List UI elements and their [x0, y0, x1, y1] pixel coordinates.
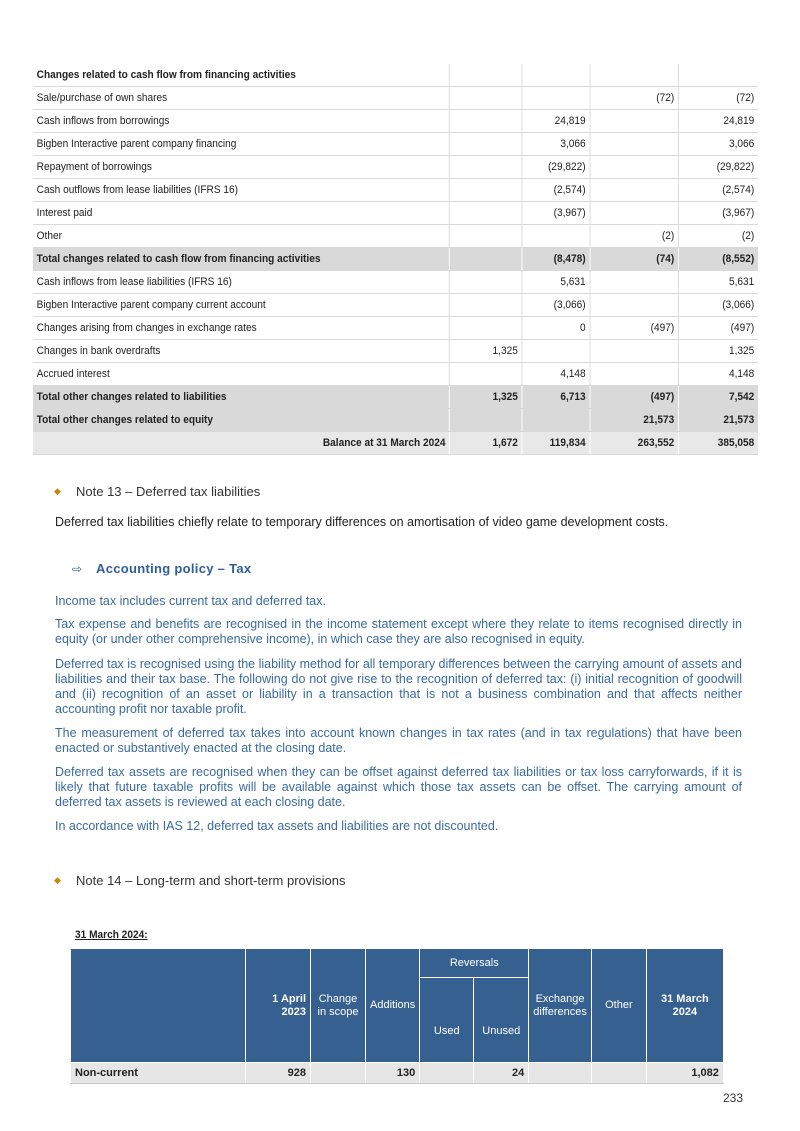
cell-col3 [590, 110, 679, 133]
policy-heading [72, 561, 251, 576]
cell-col1 [450, 225, 522, 248]
row-label: Total other changes related to liabilities [33, 386, 450, 409]
cell-col3 [590, 64, 679, 87]
cell-col1 [450, 64, 522, 87]
policy-paragraph: Income tax includes current tax and deferred tax. [55, 594, 326, 608]
arrow-right-icon: ⇨ [72, 561, 83, 576]
note13-heading-text: Note 13 – Deferred tax liabilities [76, 484, 261, 499]
table-row [33, 156, 758, 179]
provisions-table [70, 948, 724, 1084]
table-row [33, 340, 758, 363]
cell-col4: (8,552) [678, 248, 758, 271]
cell-col1: 1,325 [450, 386, 522, 409]
policy-heading-text: Accounting policy – Tax [96, 561, 252, 576]
cell-closing: 1,082 [646, 1063, 723, 1084]
row-label: Balance at 31 March 2024 [33, 432, 450, 455]
row-label: Sale/purchase of own shares [33, 87, 450, 110]
row-label: Cash inflows from borrowings [33, 110, 450, 133]
table-row [33, 110, 758, 133]
cell-col1 [450, 87, 522, 110]
row-label: Accrued interest [33, 363, 450, 386]
diamond-bullet-icon: ◆ [54, 486, 61, 496]
cell-col1 [450, 248, 522, 271]
cell-opening: 928 [246, 1063, 311, 1084]
cell-col3 [590, 202, 679, 225]
row-label: Interest paid [33, 202, 450, 225]
cell-col4 [678, 64, 758, 87]
cell-col4: (2,574) [678, 179, 758, 202]
cell-col3 [590, 156, 679, 179]
cell-col4: (497) [678, 317, 758, 340]
cell-col1 [450, 179, 522, 202]
table-row [33, 179, 758, 202]
cell-col1 [450, 294, 522, 317]
header-reversals: Reversals [420, 949, 529, 978]
cell-col3 [590, 271, 679, 294]
cell-col3 [590, 179, 679, 202]
cell-col2: 4,148 [522, 363, 590, 386]
table-row [33, 225, 758, 248]
header-fx: Exchange differences [529, 949, 592, 1063]
cell-col3 [590, 294, 679, 317]
cell-col2: 119,834 [522, 432, 590, 455]
cell-col1 [450, 271, 522, 294]
row-label: Total other changes related to equity [33, 409, 450, 432]
table-row [33, 248, 758, 271]
cell-col4: 4,148 [678, 363, 758, 386]
table-row [33, 363, 758, 386]
cell-col4: 24,819 [678, 110, 758, 133]
cell-col4: (3,967) [678, 202, 758, 225]
cell-col3: (497) [590, 386, 679, 409]
row-label: Cash outflows from lease liabilities (IFRS 16) [33, 179, 450, 202]
cell-col4: (3,066) [678, 294, 758, 317]
cell-col2: 3,066 [522, 133, 590, 156]
provisions-subtitle: 31 March 2024: [75, 929, 148, 941]
policy-paragraph: The measurement of deferred tax takes into account known changes in tax rates (and in tax regulations) that have been enacted or substantively enacted at the closing date. [55, 726, 742, 755]
cell-col4: 21,573 [678, 409, 758, 432]
row-label: Changes in bank overdrafts [33, 340, 450, 363]
cell-col3: (497) [590, 317, 679, 340]
cell-other [591, 1063, 646, 1084]
table-row [33, 271, 758, 294]
cell-col2 [522, 64, 590, 87]
cell-col4: (72) [678, 87, 758, 110]
table-row [33, 409, 758, 432]
table-row [33, 432, 758, 455]
row-label: Repayment of borrowings [33, 156, 450, 179]
cell-col4: 1,325 [678, 340, 758, 363]
financing-changes-table [33, 64, 758, 455]
cell-col2 [522, 87, 590, 110]
cell-col2 [522, 340, 590, 363]
cell-scope [311, 1063, 366, 1084]
row-label: Changes arising from changes in exchange rates [33, 317, 450, 340]
row-label: Other [33, 225, 450, 248]
table-row [33, 317, 758, 340]
table-row [71, 1063, 724, 1084]
header-additions: Additions [366, 949, 420, 1063]
cell-col4: 7,542 [678, 386, 758, 409]
note13-heading [54, 484, 260, 499]
cell-col4: 5,631 [678, 271, 758, 294]
cell-col1 [450, 317, 522, 340]
note14-heading [54, 873, 346, 888]
row-label: Cash inflows from lease liabilities (IFRS 16) [33, 271, 450, 294]
cell-col1 [450, 110, 522, 133]
page-number: 233 [723, 1091, 744, 1105]
policy-paragraph: Tax expense and benefits are recognised in the income statement except where they relate to items recognised directly in equity (or under other comprehensive income), in which case they are also recognised in equity. [55, 617, 742, 646]
cell-used [420, 1063, 474, 1084]
cell-col2: (3,066) [522, 294, 590, 317]
cell-col2 [522, 409, 590, 432]
cell-col2 [522, 225, 590, 248]
cell-col3 [590, 363, 679, 386]
diamond-bullet-icon: ◆ [54, 875, 61, 885]
cell-fx [529, 1063, 592, 1084]
header-closing: 31 March 2024 [646, 949, 723, 1063]
header-scope: Change in scope [311, 949, 366, 1063]
policy-paragraph: In accordance with IAS 12, deferred tax assets and liabilities are not discounted. [55, 819, 499, 833]
cell-col1 [450, 363, 522, 386]
cell-col1 [450, 133, 522, 156]
cell-col1 [450, 409, 522, 432]
row-label: Changes related to cash flow from financing activities [33, 64, 450, 87]
cell-col3 [590, 133, 679, 156]
cell-col4: (29,822) [678, 156, 758, 179]
header-unused: Unused [474, 978, 529, 1063]
cell-col1: 1,325 [450, 340, 522, 363]
row-label: Bigben Interactive parent company financing [33, 133, 450, 156]
note13-text: Deferred tax liabilities chiefly relate to temporary differences on amortisation of video game development costs. [55, 515, 669, 529]
cell-col2: 6,713 [522, 386, 590, 409]
policy-paragraph: Deferred tax assets are recognised when they can be offset against deferred tax liabilities or tax loss carryforwards, if it is likely that future taxable profits will be available against which those tax assets can be offset. The carrying amount of deferred tax assets is reviewed at each closing date. [55, 765, 742, 809]
cell-additions: 130 [366, 1063, 420, 1084]
row-label: Bigben Interactive parent company current account [33, 294, 450, 317]
row-label: Non-current [71, 1063, 246, 1084]
cell-col2: 0 [522, 317, 590, 340]
table-row [33, 202, 758, 225]
cell-col2: (8,478) [522, 248, 590, 271]
cell-col2: (29,822) [522, 156, 590, 179]
header-blank [71, 949, 246, 1063]
cell-col2: 5,631 [522, 271, 590, 294]
row-label: Total changes related to cash flow from financing activities [33, 248, 450, 271]
cell-col4: (2) [678, 225, 758, 248]
cell-col3: 263,552 [590, 432, 679, 455]
header-opening: 1 April 2023 [246, 949, 311, 1063]
cell-col3: 21,573 [590, 409, 679, 432]
cell-col4: 3,066 [678, 133, 758, 156]
cell-col3: (2) [590, 225, 679, 248]
cell-unused: 24 [474, 1063, 529, 1084]
cell-col1 [450, 156, 522, 179]
note14-heading-text: Note 14 – Long-term and short-term provisions [76, 873, 346, 888]
table-row [33, 386, 758, 409]
header-used: Used [420, 978, 474, 1063]
policy-paragraph: Deferred tax is recognised using the liability method for all temporary differences between the carrying amount of assets and liabilities and their tax base. The following do not give rise to the recognition of deferred tax: (i) initial recognition of goodwill and (ii) recognition of an asset or liability in a transaction that is not a business combination and that affects neither accounting profit nor taxable profit. [55, 657, 742, 716]
cell-col3 [590, 340, 679, 363]
cell-col2: (2,574) [522, 179, 590, 202]
table-row [33, 133, 758, 156]
header-other: Other [591, 949, 646, 1063]
table-row [33, 294, 758, 317]
cell-col3: (72) [590, 87, 679, 110]
table-row [33, 64, 758, 87]
cell-col1: 1,672 [450, 432, 522, 455]
table-row [33, 87, 758, 110]
cell-col3: (74) [590, 248, 679, 271]
cell-col4: 385,058 [678, 432, 758, 455]
cell-col2: (3,967) [522, 202, 590, 225]
cell-col1 [450, 202, 522, 225]
cell-col2: 24,819 [522, 110, 590, 133]
